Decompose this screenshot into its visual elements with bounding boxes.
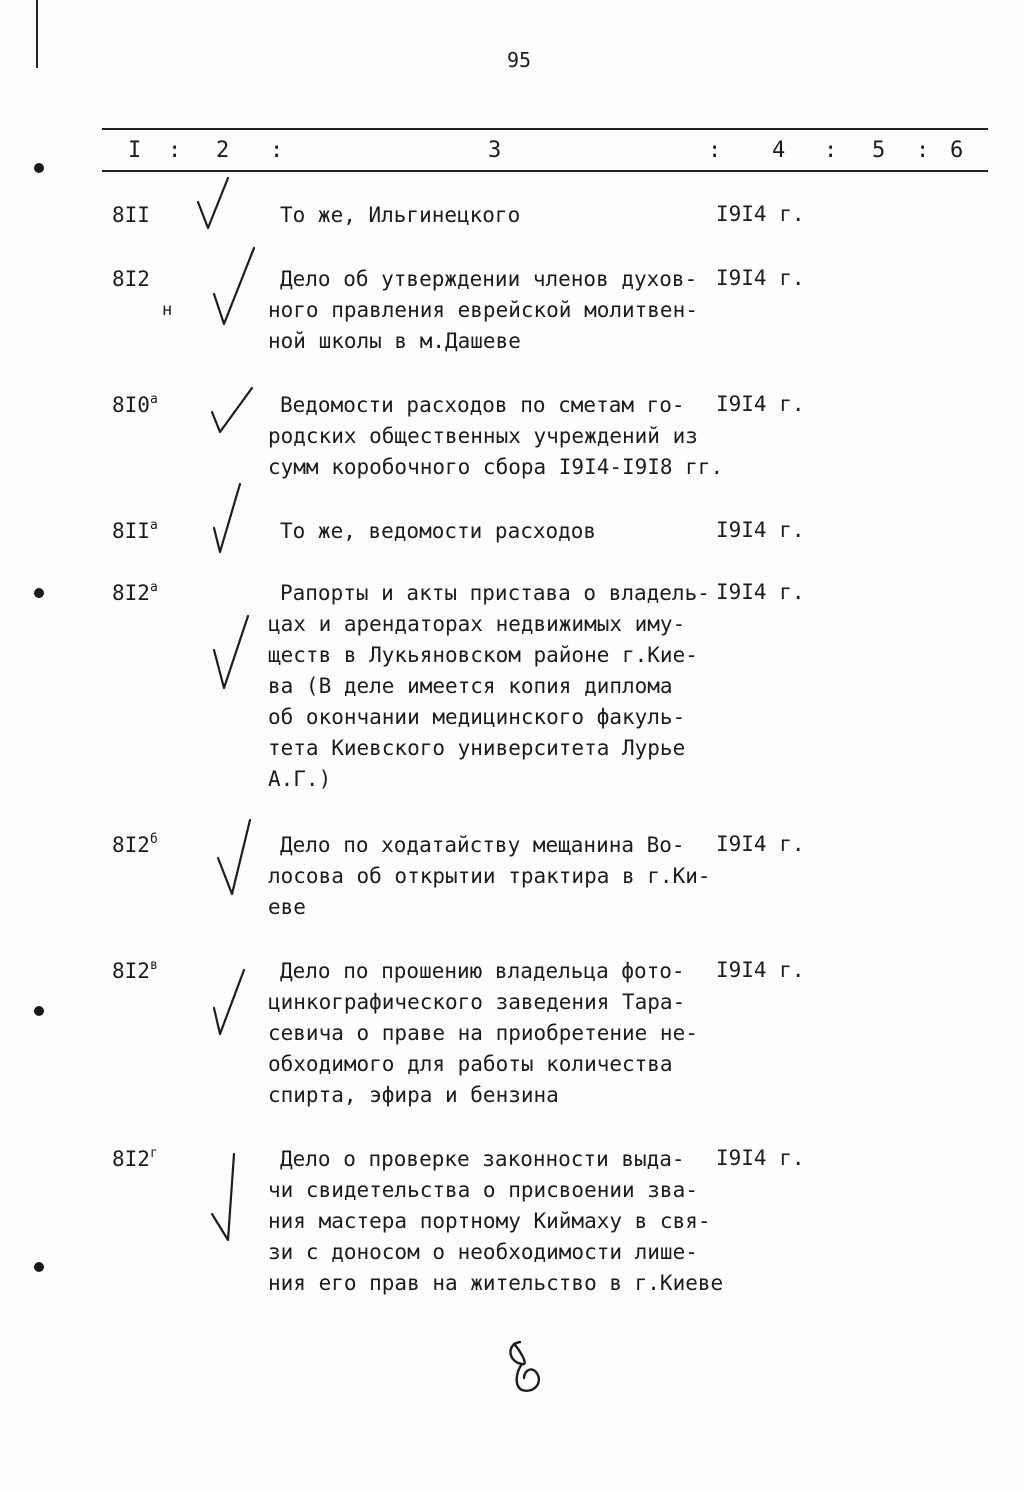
description-line: ществ в Лукьяновском районе г.Кие- [268, 643, 698, 667]
entry-number: $8I2^в$ [112, 958, 158, 983]
entry-year: I9I4 г. [716, 518, 805, 542]
punch-hole [34, 163, 44, 173]
description-line: Ведомости расходов по сметам го- [280, 393, 685, 417]
col-6-header: 6 [950, 138, 964, 163]
entry-year: I9I4 г. [716, 958, 805, 982]
check-mark-icon [206, 610, 256, 696]
description-line: севича о праве на приобретение не- [268, 1021, 698, 1045]
entry-number: $8II^а$ [112, 518, 158, 543]
punch-hole [34, 588, 44, 598]
description-line: ния мастера портному Киймаху в свя- [268, 1209, 711, 1233]
separator: : [708, 138, 722, 163]
description-line: ного правления еврейской молитвен- [268, 298, 698, 322]
margin-line [36, 0, 38, 68]
punch-hole [34, 1006, 44, 1016]
description-line: ной школы в м.Дашеве [268, 329, 521, 353]
entry-number: 8I2 [112, 267, 150, 291]
col-5-header: 5 [872, 138, 886, 163]
header-top-rule [102, 128, 988, 130]
entry-year: I9I4 г. [716, 202, 805, 226]
entry-year: I9I4 г. [716, 392, 805, 416]
entry-year: I9I4 г. [716, 832, 805, 856]
check-mark-icon [210, 814, 260, 900]
description-line: сумм коробочного сбора I9I4-I9I8 гг. [268, 455, 724, 479]
description-line: ния его прав на жительство в г.Киеве [268, 1271, 724, 1295]
check-mark-icon [206, 382, 266, 440]
description-line: родских общественных учреждений из [268, 424, 698, 448]
check-mark-icon [204, 1148, 254, 1246]
description-line: То же, Ильгинецкого [280, 203, 521, 227]
description-line: Дело о проверке законности выда- [280, 1147, 685, 1171]
entry-description [268, 956, 740, 1111]
entry-description [280, 200, 740, 231]
description-line: Дело по прошению владельца фото- [280, 959, 685, 983]
entry-year: I9I4 г. [716, 1146, 805, 1170]
entry-number: $8I2^г$ [112, 1146, 158, 1171]
entry-mark: н [162, 300, 173, 320]
description-line: спирта, эфира и бензина [268, 1083, 559, 1107]
entry-description [268, 830, 740, 923]
entry-number: 8II [112, 203, 150, 227]
entry-number: $8I0^а$ [112, 392, 158, 417]
check-mark-icon [206, 242, 266, 332]
col-3-header: 3 [488, 138, 502, 163]
handwritten-mark-icon [500, 1338, 560, 1398]
description-line: Дело по ходатайству мещанина Во- [280, 833, 685, 857]
separator: : [270, 138, 284, 163]
entry-year: I9I4 г. [716, 580, 805, 604]
entry-year: I9I4 г. [716, 266, 805, 290]
entry-description [268, 264, 740, 357]
entry-description [268, 578, 740, 795]
description-line: А.Г.) [268, 767, 332, 791]
page-number: 95 [507, 48, 532, 72]
entry-number: $8I2^а$ [112, 580, 158, 605]
entry-description [280, 516, 740, 547]
description-line: Дело об утверждении членов духов- [280, 267, 698, 291]
description-line: чи свидетельства о присвоении зва- [268, 1178, 698, 1202]
separator: : [824, 138, 838, 163]
description-line: еве [268, 895, 306, 919]
col-1-header: I [128, 138, 142, 163]
entry-description [268, 1144, 740, 1299]
description-line: об окончании медицинского факуль- [268, 705, 686, 729]
description-line: Рапорты и акты пристава о владель- [280, 581, 710, 605]
description-line: лосова об открытии трактира в г.Ки- [268, 864, 711, 888]
entry-description [268, 390, 740, 483]
description-line: ва (В деле имеется копия диплома [268, 674, 673, 698]
description-line: зи с доносом о необходимости лише- [268, 1240, 698, 1264]
punch-hole [34, 1262, 44, 1272]
col-2-header: 2 [216, 138, 230, 163]
description-line: тета Киевского университета Лурье [268, 736, 686, 760]
check-mark-icon [192, 172, 242, 234]
description-line: цинкографического заведения Тара- [268, 990, 686, 1014]
separator: : [168, 138, 182, 163]
entry-number: $8I2^б$ [112, 832, 158, 857]
description-line: обходимого для работы количества [268, 1052, 673, 1076]
description-line: цах и арендаторах недвижимых иму- [268, 612, 686, 636]
check-mark-icon [206, 478, 256, 558]
check-mark-icon [206, 964, 256, 1040]
description-line: То же, ведомости расходов [280, 519, 597, 543]
col-4-header: 4 [772, 138, 786, 163]
separator: : [916, 138, 930, 163]
